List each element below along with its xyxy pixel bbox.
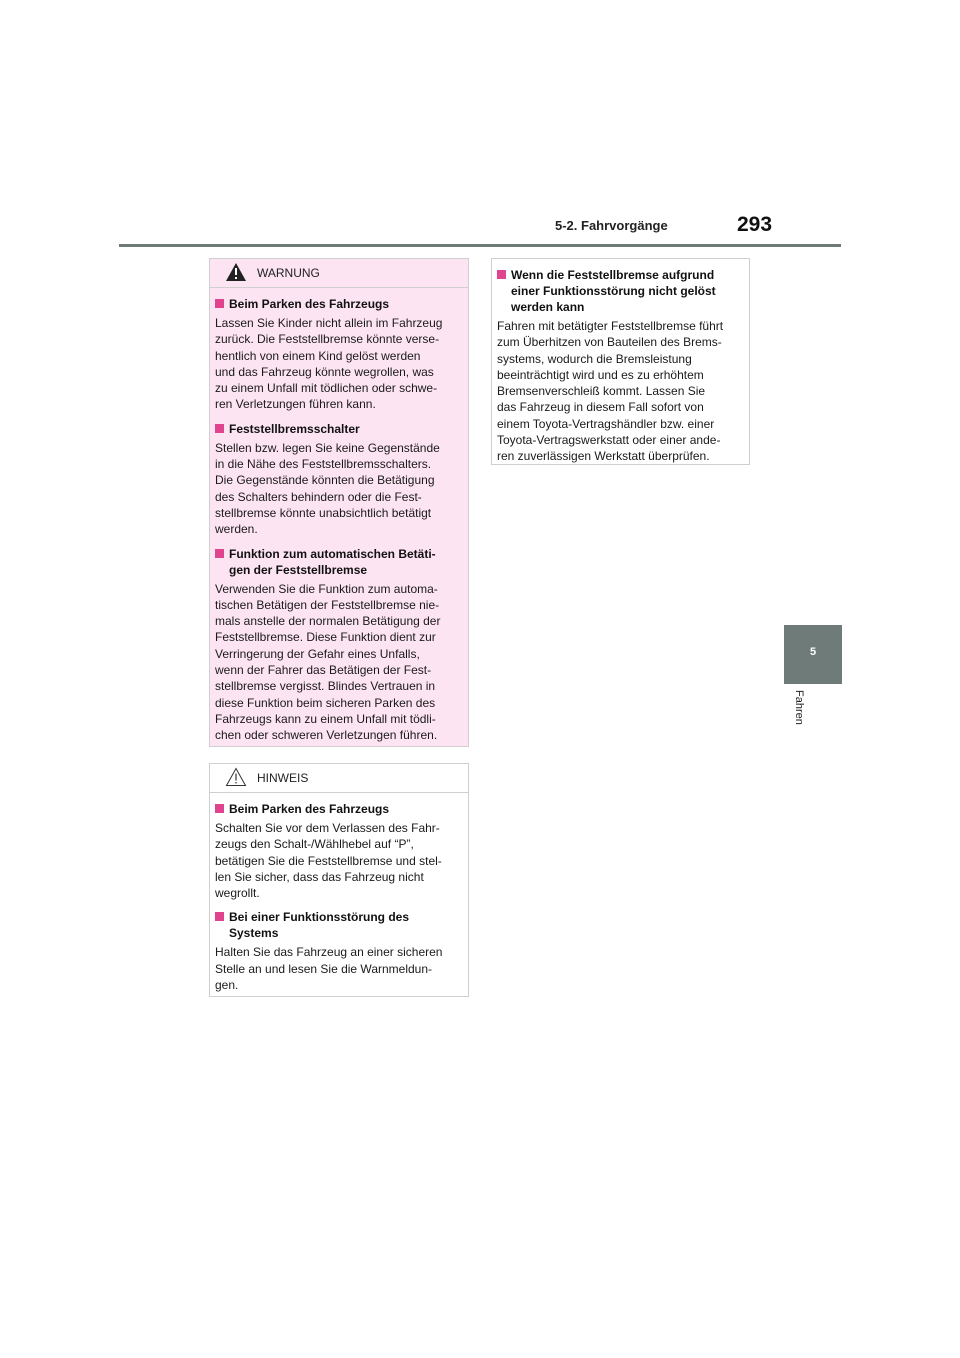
text-line: Stelle an und lesen Sie die Warnmeldun- (215, 961, 433, 976)
section-text (215, 440, 463, 538)
bullet-square-icon (215, 424, 224, 433)
info-content (492, 267, 749, 465)
section-heading: Beim Parken des Fahrzeugs (215, 801, 463, 817)
warning-box (209, 258, 469, 747)
warning-filled-icon (225, 262, 247, 287)
text-line: zeugs den Schalt-/Wählhebel auf “P”, (215, 837, 414, 852)
text-line: und das Fahrzeug könnte wegrollen, was (215, 364, 434, 379)
section-text (215, 820, 463, 901)
section-heading: Beim Parken des Fahrzeugs (215, 296, 463, 312)
text-line: gen. (215, 978, 239, 993)
text-line: Feststellbremse. Diese Funktion dient zur (215, 630, 436, 645)
warning-outline-icon (225, 767, 247, 792)
section-heading: Funktion zum automatischen Betäti- gen der Feststellbremse (215, 546, 463, 578)
text-line: wegrollt. (215, 886, 260, 901)
hint-box-header (210, 764, 468, 793)
text-line: diese Funktion beim sicheren Parken des (215, 695, 436, 710)
section-title: 5-2. Fahrvorgänge (555, 218, 668, 233)
bullet-square-icon (215, 549, 224, 558)
hint-label: HINWEIS (257, 771, 309, 785)
text-line: betätigen Sie die Feststellbremse und stel- (215, 853, 442, 868)
text-line: zum Überhitzen von Bauteilen des Brems- (497, 335, 722, 350)
section-heading: Bei einer Funktionsstörung des Systems (215, 909, 463, 941)
text-line: das Fahrzeug in diesem Fall sofort von (497, 400, 704, 415)
section-text (215, 581, 463, 744)
hint-box (209, 763, 469, 997)
text-line: Bremsenverschleiß kommt. Lassen Sie (497, 384, 706, 399)
text-line: Schalten Sie vor dem Verlassen des Fahr- (215, 821, 440, 835)
text-line: des Schalters behindern oder die Fest- (215, 489, 422, 504)
hint-section (215, 909, 463, 993)
text-line: werden. (215, 522, 258, 537)
text-line: systems, wodurch die Bremsleistung (497, 351, 692, 366)
text-line: hentlich von einem Kind gelöst werden (215, 348, 421, 363)
warning-label: WARNUNG (257, 266, 320, 280)
info-section (497, 267, 744, 465)
chapter-label: Fahren (793, 690, 805, 725)
text-line: beeinträchtigt wird und es zu erhöhtem (497, 367, 704, 382)
text-line: Verringerung der Gefahr eines Unfalls, (215, 646, 420, 661)
page-number: 293 (737, 213, 773, 236)
section-text (215, 315, 463, 413)
text-line: stellbremse vergisst. Blindes Vertrauen in (215, 679, 436, 694)
warning-section (215, 421, 463, 538)
section-heading: Wenn die Feststellbremse aufgrund einer Funktionsstörung nicht gelöst werden kann (497, 267, 744, 315)
text-line: in die Nähe des Feststellbremsschalters. (215, 457, 432, 472)
text-line: Verwenden Sie die Funktion zum automa- (215, 581, 438, 596)
text-line: zurück. Die Feststellbremse könnte verse- (215, 332, 440, 347)
bullet-square-icon (497, 270, 506, 279)
text-line: wenn der Fahrer das Betätigen der Fest- (215, 663, 432, 678)
text-line: Fahrzeugs kann zu einem Unfall mit tödli- (215, 711, 436, 726)
text-line: einem Toyota-Vertragshändler bzw. einer (497, 416, 715, 431)
text-line: stellbremse könnte unabsichtlich betätigt (215, 505, 432, 520)
hint-content (210, 801, 468, 993)
warning-box-header (210, 259, 468, 288)
header-divider (119, 244, 841, 247)
hint-section (215, 801, 463, 901)
bullet-square-icon (215, 804, 224, 813)
info-box (491, 258, 750, 465)
text-line: ren Verletzungen führen kann. (215, 397, 376, 412)
chapter-number: 5 (809, 646, 817, 658)
text-line: mals anstelle der normalen Betätigung der (215, 614, 441, 629)
text-line: zu einem Unfall mit tödlichen oder schwe- (215, 381, 438, 396)
warning-section (215, 546, 463, 744)
text-line: Die Gegenstände könnten die Betätigung (215, 473, 435, 488)
text-line: ren zuverlässigen Werkstatt überprüfen. (497, 449, 710, 464)
warning-section (215, 296, 463, 413)
section-text (215, 944, 463, 993)
text-line: Toyota-Vertragswerkstatt oder einer ande- (497, 433, 721, 448)
bullet-square-icon (215, 912, 224, 921)
warning-content (210, 296, 468, 744)
text-line: Fahren mit betätigter Feststellbremse führt (497, 319, 724, 333)
text-line: chen oder schweren Verletzungen führen. (215, 728, 438, 743)
text-line: len Sie sicher, dass das Fahrzeug nicht (215, 869, 424, 884)
text-line: Halten Sie das Fahrzeug an einer sicheren (215, 945, 443, 960)
text-line: tischen Betätigen der Feststellbremse nie- (215, 597, 440, 612)
section-text (497, 318, 744, 465)
text-line: Stellen bzw. legen Sie keine Gegenstände (215, 440, 440, 455)
chapter-tab (784, 625, 842, 684)
bullet-square-icon (215, 299, 224, 308)
section-heading: Feststellbremsschalter (215, 421, 463, 437)
text-line: Lassen Sie Kinder nicht allein im Fahrzeug (215, 316, 443, 330)
